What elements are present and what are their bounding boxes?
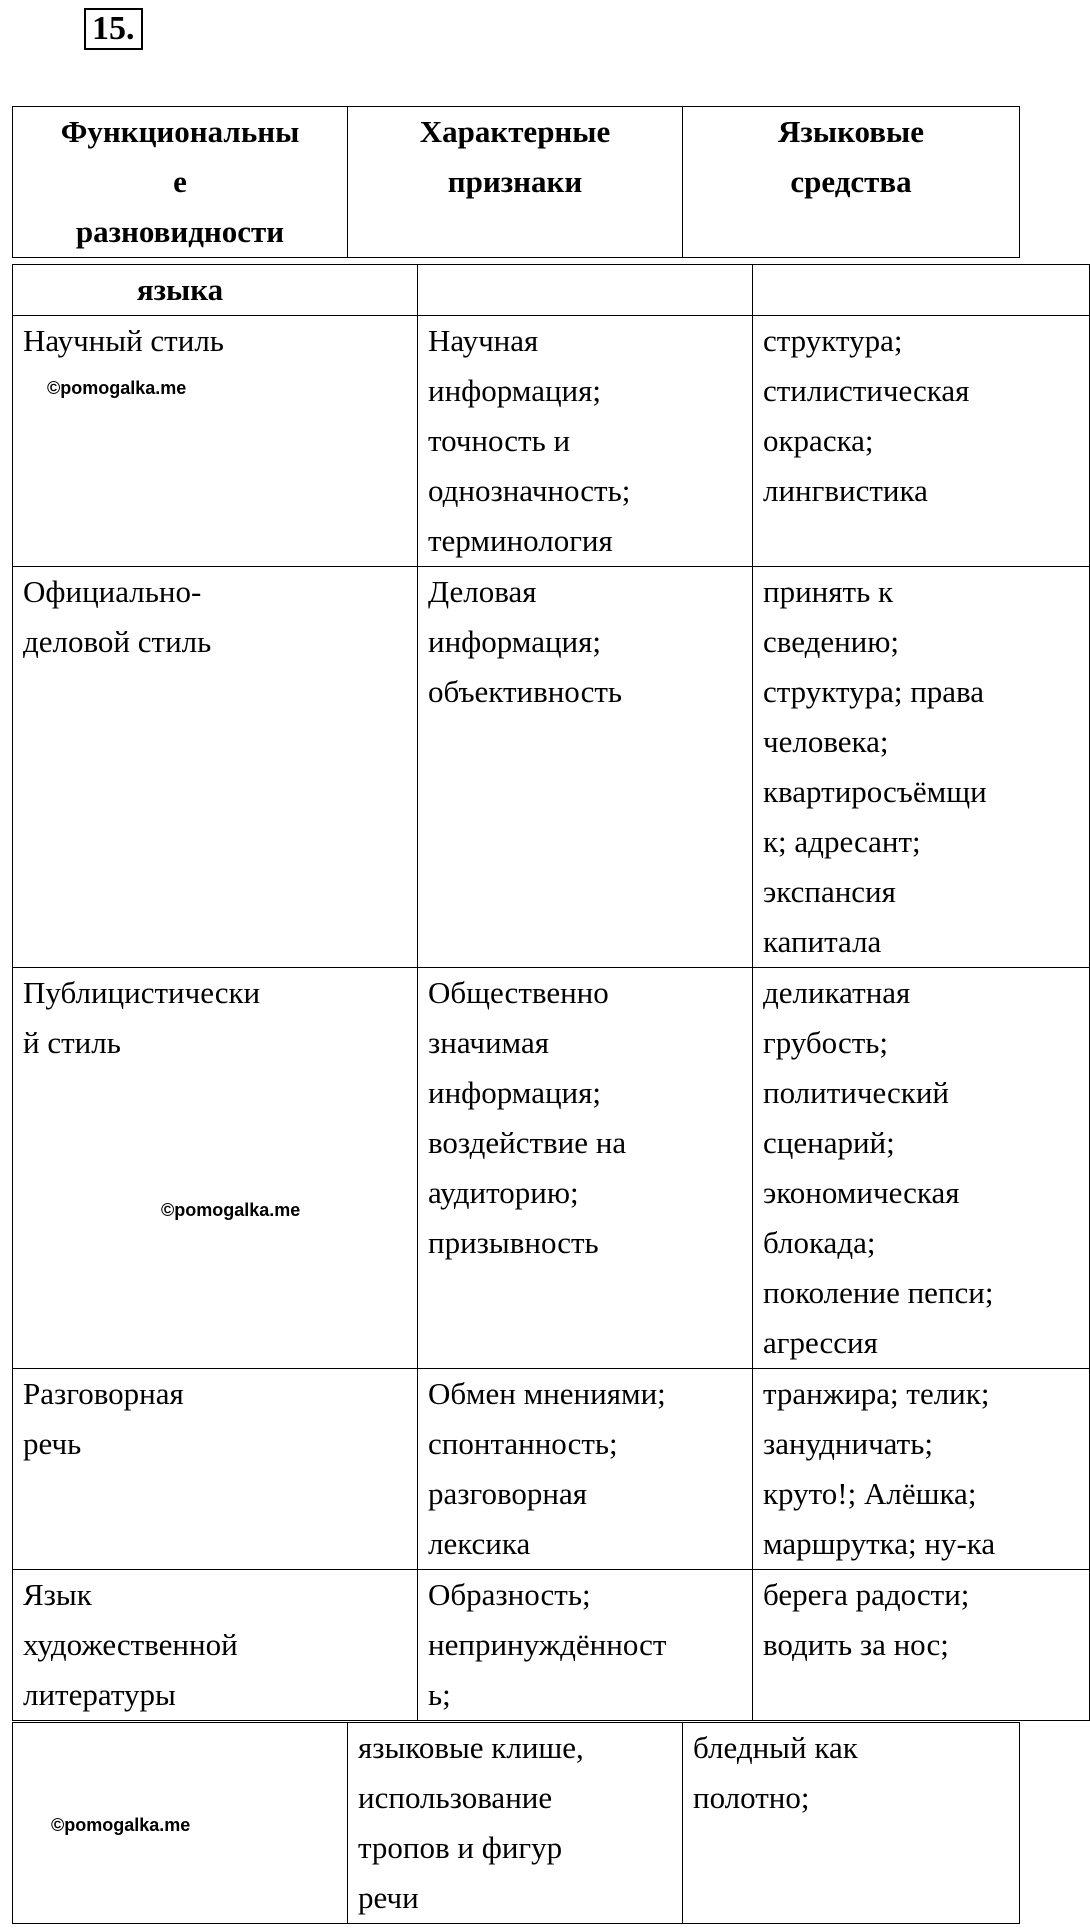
row4-col3: транжира; телик; занудничать; круто!; Алёшка; маршрутка; ну-ка [753, 1369, 1090, 1570]
row5-col2: Образность; непринуждённост ь; [418, 1570, 753, 1721]
table-row [13, 316, 1090, 567]
row2-col3: принять к сведению; структура; права человека; квартиросъёмщи к; адресант; экспансия капитала [753, 567, 1090, 968]
continuation-table [12, 1722, 1020, 1924]
last-row-col1 [13, 1723, 348, 1924]
header-col3: Языковые средства [683, 107, 1020, 258]
continuation-row [13, 265, 1090, 316]
header-row [13, 107, 1020, 258]
main-table [12, 264, 1090, 1721]
table-row [13, 567, 1090, 968]
table-row [13, 968, 1090, 1369]
table-row [13, 1723, 1020, 1924]
row2-col1: Официально- деловой стиль [13, 567, 418, 968]
row1-col1: Научный стиль ©pomogalka.me [13, 316, 418, 567]
row4-col2: Обмен мнениями; спонтанность; разговорная лексика [418, 1369, 753, 1570]
watermark: ©pomogalka.me [47, 378, 187, 398]
row5-col3: берега радости; водить за нос; [753, 1570, 1090, 1721]
continuation-cell: языка [13, 265, 418, 316]
header-col1: Функциональны е разновидности [13, 107, 348, 258]
table-row [13, 1570, 1090, 1721]
row3-col2: Общественно значимая информация; воздействие на аудиторию; призывность [418, 968, 753, 1369]
task-number: 15. [84, 8, 143, 50]
row1-col2: Научная информация; точность и однозначность; терминология [418, 316, 753, 567]
watermark: ©pomogalka.me [51, 1815, 191, 1835]
header-table [12, 106, 1020, 258]
row3-col1: Публицистически й стиль ©pomogalka.me [13, 968, 418, 1369]
watermark: ©pomogalka.me [161, 1200, 301, 1220]
last-row-col3: бледный как полотно; [683, 1723, 1020, 1924]
row3-col3: деликатная грубость; политический сценарий; экономическая блокада; поколение пепси; агрессия [753, 968, 1090, 1369]
last-row-col2: языковые клише, использование тропов и фигур речи [348, 1723, 683, 1924]
row4-col1: Разговорная речь [13, 1369, 418, 1570]
row2-col2: Деловая информация; объективность [418, 567, 753, 968]
row1-col3: структура; стилистическая окраска; лингвистика [753, 316, 1090, 567]
row5-col1: Язык художественной литературы [13, 1570, 418, 1721]
header-col2: Характерные признаки [348, 107, 683, 258]
table-row [13, 1369, 1090, 1570]
